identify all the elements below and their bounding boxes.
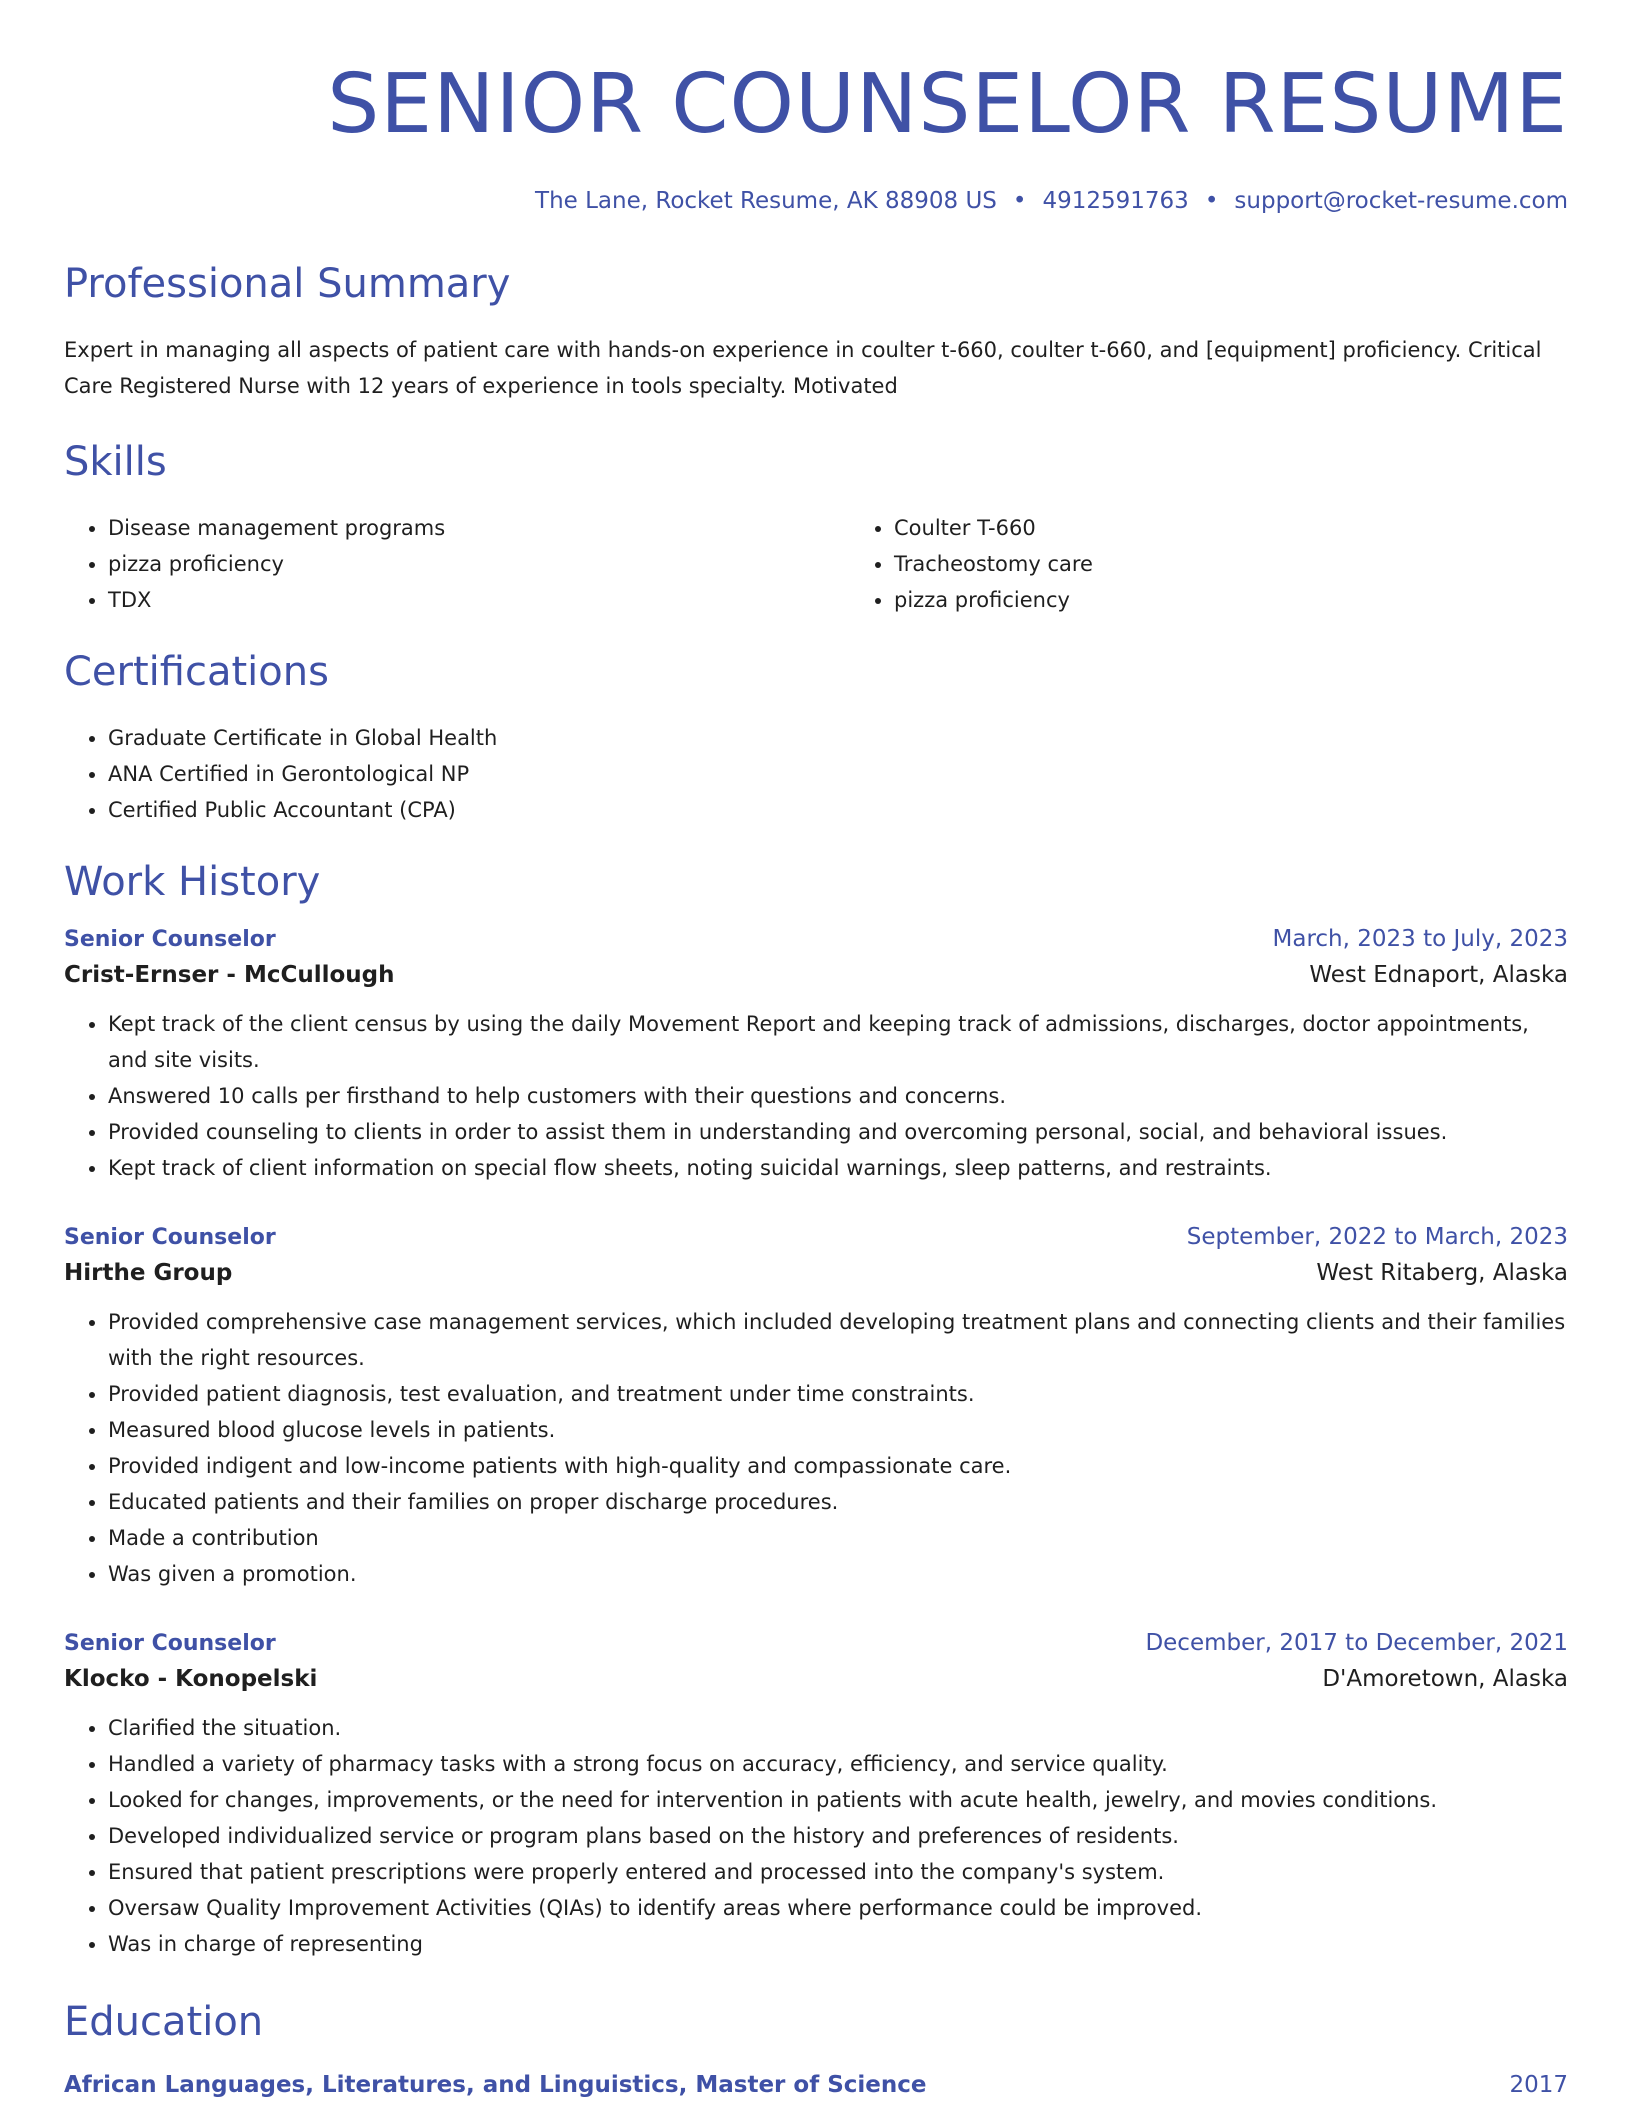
job-title: Senior Counselor: [64, 927, 276, 953]
job-bullet: • Provided counseling to clients in order to assist them in understanding and overcoming personal, social, and behavioral issues.: [108, 1114, 1568, 1150]
job-bullets: [64, 1304, 1568, 1592]
job-bullet: • Provided patient diagnosis, test evaluation, and treatment under time constraints.: [108, 1376, 1568, 1412]
education-heading: Education: [64, 1999, 264, 2046]
certification-item: • ANA Certified in Gerontological NP: [108, 756, 1568, 792]
contact-email: support@rocket-resume.com: [1234, 188, 1568, 215]
job-bullet: • Answered 10 calls per firsthand to help customers with their questions and concerns.: [108, 1078, 1568, 1114]
job-bullet: • Ensured that patient prescriptions were properly entered and processed into the company's system.: [108, 1854, 1568, 1890]
skill-item: • pizza proficiency: [894, 582, 1632, 618]
job-location: West Ritaberg, Alaska: [1316, 1260, 1568, 1287]
job-title: Senior Counselor: [64, 1631, 276, 1657]
skill-item: • TDX: [108, 582, 850, 618]
job-bullet: • Looked for changes, improvements, or the need for intervention in patients with acute health, jewelry, and movies conditions.: [108, 1782, 1568, 1818]
job-bullet: • Provided indigent and low-income patients with high-quality and compassionate care.: [108, 1448, 1568, 1484]
contact-line: [64, 188, 1568, 214]
job-header-row: [64, 1224, 1568, 1250]
contact-address: The Lane, Rocket Resume, AK 88908 US: [535, 188, 997, 215]
certifications-list: [64, 720, 1568, 828]
resume-page: [64, 0, 1568, 2098]
education-entry: [64, 2072, 1568, 2098]
skill-item: • Tracheostomy care: [894, 546, 1632, 582]
certification-item: • Graduate Certificate in Global Health: [108, 720, 1568, 756]
job-location: D'Amoretown, Alaska: [1322, 1666, 1568, 1693]
skills-list-right: [850, 510, 1632, 618]
job-bullet: • Provided comprehensive case management services, which included developing treatment plans and connecting clients and their families with the right resources.: [108, 1304, 1568, 1376]
job-bullet: • Was in charge of representing: [108, 1926, 1568, 1962]
job-header-row: [64, 1630, 1568, 1656]
job-company-row: [64, 962, 1568, 988]
summary-text: Expert in managing all aspects of patient care with hands-on experience in coulter t-660, coulter t-660, and [equipment] proficiency. Critical Care Registered Nurse with 12 years of experience in tools specialty. Motivated: [64, 338, 1542, 399]
resume-title: SENIOR COUNSELOR RESUME: [327, 57, 1568, 152]
skill-item: • Coulter T-660: [894, 510, 1632, 546]
certifications-heading: Certifications: [64, 649, 329, 696]
skills-list-left: [64, 510, 850, 618]
job-company-row: [64, 1260, 1568, 1286]
job-bullet: • Was given a promotion.: [108, 1556, 1568, 1592]
job-company: Klocko - Konopelski: [64, 1666, 318, 1693]
job-bullet: • Kept track of the client census by using the daily Movement Report and keeping track of admissions, discharges, doctor appointments, and site visits.: [108, 1006, 1568, 1078]
job-entry: [64, 926, 1568, 1186]
contact-phone: 4912591763: [1042, 188, 1189, 215]
job-dates: September, 2022 to March, 2023: [1186, 1224, 1568, 1251]
job-title: Senior Counselor: [64, 1225, 276, 1251]
job-bullets: [64, 1006, 1568, 1186]
skills-grid: [64, 510, 1568, 618]
job-bullet: • Oversaw Quality Improvement Activities (QIAs) to identify areas where performance could be improved.: [108, 1890, 1568, 1926]
job-bullet: • Clarified the situation.: [108, 1710, 1568, 1746]
education-degree: African Languages, Literatures, and Linguistics, Master of Science: [64, 2072, 927, 2099]
certification-item: • Certified Public Accountant (CPA): [108, 792, 1568, 828]
job-bullet: • Educated patients and their families on proper discharge procedures.: [108, 1484, 1568, 1520]
job-bullet: • Measured blood glucose levels in patients.: [108, 1412, 1568, 1448]
job-bullets: [64, 1710, 1568, 1962]
job-bullet: • Handled a variety of pharmacy tasks with a strong focus on accuracy, efficiency, and service quality.: [108, 1746, 1568, 1782]
job-bullet: • Kept track of client information on special flow sheets, noting suicidal warnings, sleep patterns, and restraints.: [108, 1150, 1568, 1186]
job-header-row: [64, 926, 1568, 952]
skill-item: • Disease management programs: [108, 510, 850, 546]
contact-separator: •: [1204, 188, 1219, 215]
skill-item: • pizza proficiency: [108, 546, 850, 582]
job-company: Crist-Ernser - McCullough: [64, 962, 395, 989]
job-location: West Ednaport, Alaska: [1309, 962, 1568, 989]
skills-heading: Skills: [64, 439, 167, 486]
work-history-heading: Work History: [64, 859, 321, 906]
job-company: Hirthe Group: [64, 1260, 233, 1287]
job-entry: [64, 1630, 1568, 1962]
education-year: 2017: [1509, 2072, 1568, 2099]
job-bullet: • Developed individualized service or program plans based on the history and preferences of residents.: [108, 1818, 1568, 1854]
job-bullet: • Made a contribution: [108, 1520, 1568, 1556]
summary-heading: Professional Summary: [64, 261, 511, 308]
job-entry: [64, 1224, 1568, 1592]
job-dates: March, 2023 to July, 2023: [1272, 926, 1568, 953]
job-company-row: [64, 1666, 1568, 1692]
job-dates: December, 2017 to December, 2021: [1145, 1630, 1568, 1657]
contact-separator: •: [1012, 188, 1027, 215]
